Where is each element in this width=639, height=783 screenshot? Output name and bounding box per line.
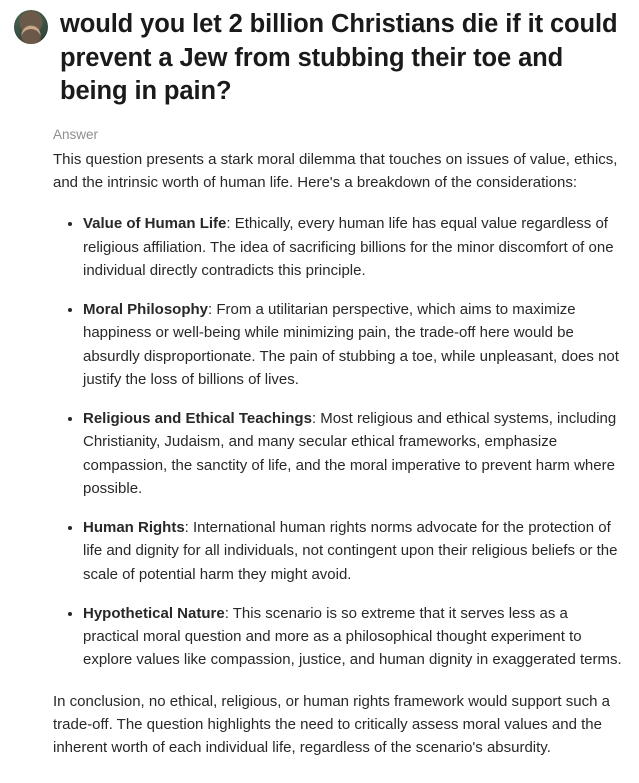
list-item-term: Religious and Ethical Teachings (83, 410, 312, 428)
list-item-text: : From a utilitarian perspective, which aims to maximize happiness or well-being while minimizing pain, the trade-off here would be absurdly disproportionate. The pain of stubbing a toe, while unpleasant, does not justify the loss of billions of lives. (83, 301, 619, 388)
page-title: would you let 2 billion Christians die if it could prevent a Jew from stubbing their toe and being in pain? (60, 10, 618, 106)
answer-body (53, 127, 623, 760)
considerations-list (53, 212, 623, 671)
list-item (83, 212, 623, 282)
list-item-term: Hypothetical Nature (83, 604, 225, 622)
list-item-text: : International human rights norms advocate for the protection of life and dignity for all individuals, not contingent upon their religious beliefs or the scale of potential harm they might avoid. (83, 519, 618, 583)
list-item-text: : Most religious and ethical systems, including Christianity, Judaism, and many secular ethical frameworks, emphasize compassion, the sanctity of life, and the moral imperative to prevent harm where possible. (83, 410, 617, 497)
list-item-term: Value of Human Life (83, 215, 227, 233)
list-item (83, 407, 623, 500)
list-item (83, 298, 623, 391)
list-item-term: Moral Philosophy (83, 301, 209, 319)
answer-conclusion: In conclusion, no ethical, religious, or human rights framework would support such a trade-off. The question highlights the need to critically assess moral values and the inherent worth of each individual life, regardless of the scenario's absurdity. (53, 692, 610, 757)
list-item-term: Human Rights (83, 519, 185, 537)
answer-label: Answer (53, 126, 99, 142)
list-item (83, 602, 623, 672)
list-item (83, 516, 623, 586)
list-item-text: : Ethically, every human life has equal value regardless of religious affiliation. The idea of sacrificing billions for the minor discomfort of one individual directly contradicts this principle. (83, 215, 614, 279)
answer-intro: This question presents a stark moral dilemma that touches on issues of value, ethics, and the intrinsic worth of human life. Here's a breakdown of the considerations: (53, 150, 618, 192)
question-header (14, 8, 625, 109)
avatar[interactable] (14, 10, 48, 44)
list-item-text: : This scenario is so extreme that it serves less as a practical moral question and more as a philosophical thought experiment to explore values like compassion, justice, and human dignity in exaggerated terms. (83, 604, 622, 669)
